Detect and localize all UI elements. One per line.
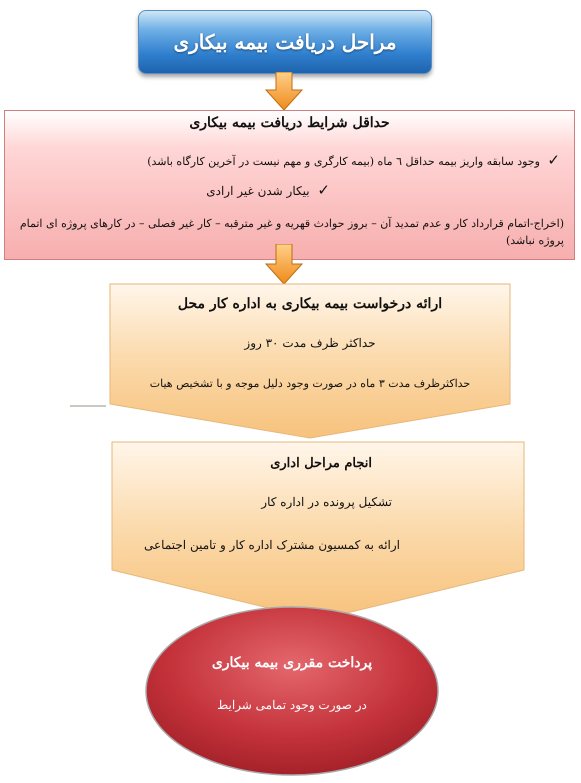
step2-heading-text: انجام مراحل اداری <box>270 456 372 471</box>
diagram-title: مراحل دریافت بیمه بیکاری <box>173 30 397 54</box>
final-ellipse <box>142 604 442 779</box>
step2-line1-text: تشکیل پرونده در اداره کار <box>261 495 392 509</box>
conditions-box <box>4 110 575 260</box>
step1-line2: حداکثرظرف مدت ٣ ماه در صورت وجود دلیل موجه و با تشخیص هیات <box>149 377 471 390</box>
step1-heading: ارائه درخواست بیمه بیکاری به اداره کار محل <box>177 296 443 312</box>
condition-item-3: (اخراج-اتمام قرارداد کار و عدم تمدید آن – بروز حوادث قهریه و غیر مترقبه – کار غیر فصلی – در کارهای پروژه ای اتمام پروژه نباشد) <box>19 217 564 247</box>
check-icon: ✓ <box>547 151 560 169</box>
condition-item-2-text: بیکار شدن غیر ارادی <box>206 184 310 198</box>
condition-item-2 <box>206 181 330 199</box>
final-heading: پرداخت مقرری بیمه بیکاری <box>211 655 373 671</box>
condition-item-1-text: وجود سابقه واریز بیمه حداقل ٦ ماه (بیمه کارگری و مهم نیست در آخرین کارگاه باشد) <box>147 155 540 168</box>
step1-line1: حداکثر ظرف مدت ٣٠ روز <box>244 336 376 350</box>
condition-item-1 <box>147 151 560 169</box>
check-icon: ✓ <box>317 181 330 199</box>
title-box <box>138 10 432 74</box>
connector-arrow-2 <box>264 244 304 286</box>
conditions-heading: حداقل شرایط دریافت بیمه بیکاری <box>189 115 390 131</box>
step2-line2-text: ارائه به کمسیون مشترک اداره کار و تامین اجتماعی <box>144 538 400 552</box>
final-line1: در صورت وجود تمامی شرایط <box>217 698 367 712</box>
connector-arrow-1 <box>264 72 304 112</box>
